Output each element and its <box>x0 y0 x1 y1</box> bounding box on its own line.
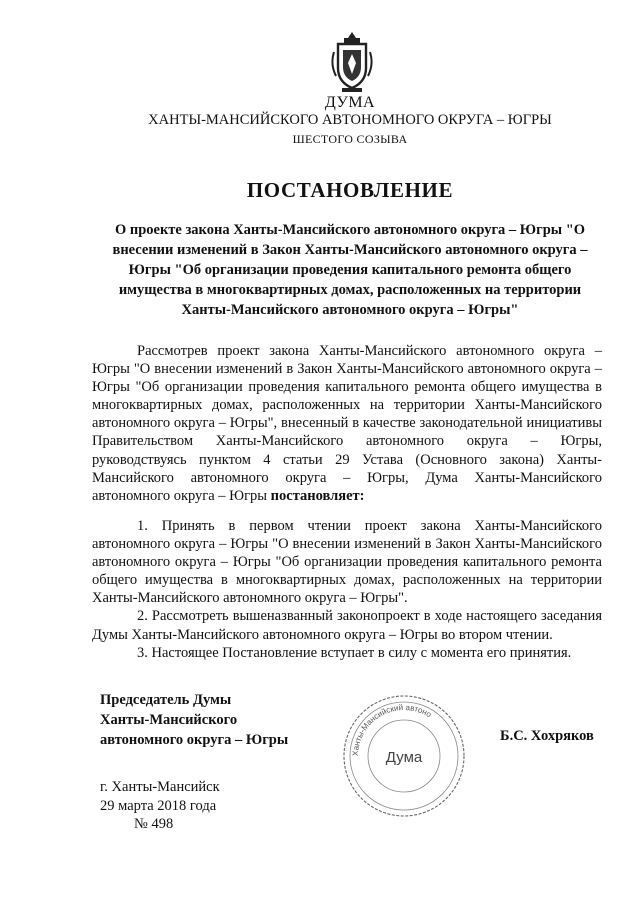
preamble-paragraph <box>92 342 602 505</box>
signatory-line: автономного округа – Югры <box>100 732 289 748</box>
preamble-text: Рассмотрев проект закона Ханты-Мансийского автономного округа – Югры "О внесении изменений в Закон Ханты-Мансийского автономного округа – Югры "Об организации проведения капитального ремонта общего имущества в многоквартирных домах, расположенных на территории Ханты-Мансийского автономного округа – Югры", внесенный в качестве законодательной инициативы Правительством Ханты-Мансийского автономного округа – Югры, руководствуясь пунктом 4 статьи 29 Устава (Основного закона) Ханты-Мансийского автономного округа – Югры, Дума Ханты-Мансийского автономного округа – Югры <box>92 343 602 504</box>
decides-word: постановляет: <box>270 487 365 504</box>
convocation: ШЕСТОГО СОЗЫВА <box>292 132 408 146</box>
document-number: № 498 <box>134 816 174 832</box>
stamp-ring-text: Ханты-Мансийский автоно <box>350 702 433 757</box>
region-name: ХАНТЫ-МАНСИЙСКОГО АВТОНОМНОГО ОКРУГА – ЮГРЫ <box>148 112 552 128</box>
official-stamp <box>338 690 470 822</box>
resolution-items <box>92 517 602 662</box>
resolution-item: 1. Принять в первом чтении проект закона Ханты-Мансийского автономного округа – Югры "О внесении изменений в Закон Ханты-Мансийского автономного округа – Югры "Об организации проведения капитального ремонта общего имущества в многоквартирных домах, расположенных на территории Ханты-Мансийского автономного округа – Югры". <box>92 518 602 607</box>
signatory-position <box>100 690 288 750</box>
coat-of-arms-icon <box>330 30 374 94</box>
institution-name: ДУМА <box>324 94 376 111</box>
place: г. Ханты-Мансийск <box>100 779 220 795</box>
resolution-item: 2. Рассмотреть вышеназванный законопроект в ходе настоящего заседания Думы Ханты-Мансийского автономного округа – Югры во втором чтении. <box>92 608 602 643</box>
signatory-line: Ханты-Мансийского <box>100 712 238 728</box>
stamp-center-text: Дума <box>385 749 423 766</box>
date: 29 марта 2018 года <box>100 797 217 814</box>
document-footer <box>100 778 220 834</box>
document-subject: О проекте закона Ханты-Мансийского автономного округа – Югры "О внесении изменений в Закон Ханты-Мансийского автономного округа – Югры "Об организации проведения капитального ремонта общего имущества в многоквартирных домах, расположенных на территории Ханты-Мансийского автономного округа – Югры" <box>112 222 588 318</box>
document-title: ПОСТАНОВЛЕНИЕ <box>246 178 454 202</box>
resolution-item: 3. Настоящее Постановление вступает в силу с момента его принятия. <box>137 644 572 661</box>
signatory-line: Председатель Думы <box>100 692 232 708</box>
signatory-name: Б.С. Хохряков <box>500 728 594 744</box>
